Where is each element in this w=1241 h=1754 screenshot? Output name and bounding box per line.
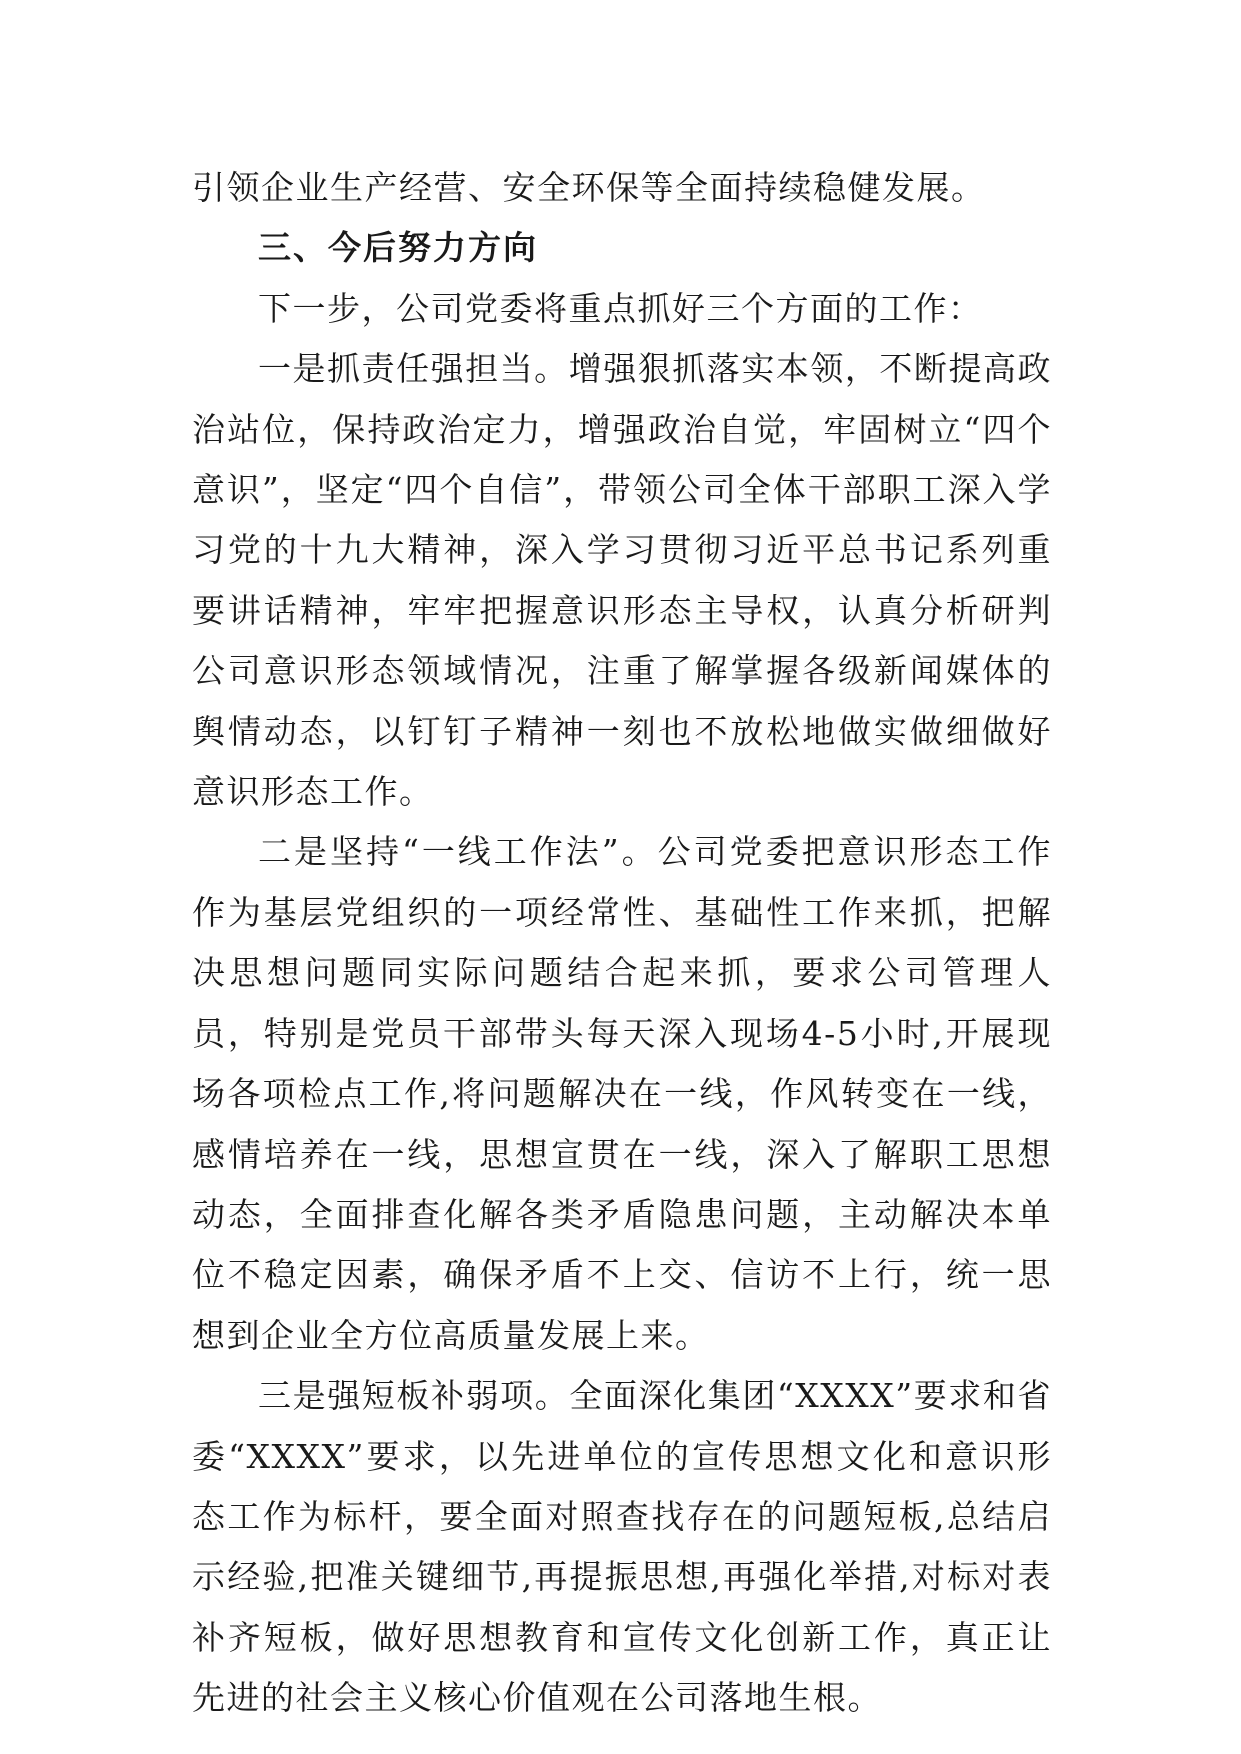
intro-paragraph: 下一步，公司党委将重点抓好三个方面的工作： <box>258 288 983 328</box>
continuation-paragraph: 引领企业生产经营、安全环保等全面持续稳健发展。 <box>192 168 986 207</box>
document-body <box>192 158 1052 1729</box>
paragraph-responsibility: 一是抓责任强担当。增强狠抓落实本领，不断提高政治站位，保持政治定力，增强政治自觉，牢固树立“四个意识”，坚定“四个自信”，带领公司全体干部职工深入学习党的十九大精神，深入学习贯彻习近平总书记系列重要讲话精神，牢牢把握意识形态主导权，认真分析研判公司意识形态领域情况，注重了解掌握各级新闻媒体的舆情动态，以钉钉子精神一刻也不放松地做实做细做好意识形态工作。 <box>192 349 1052 812</box>
paragraph-shortcomings: 三是强短板补弱项。全面深化集团“XXXX”要求和省委“XXXX”要求，以先进单位的宣传思想文化和意识形态工作为标杆，要全面对照查找存在的问题短板,总结启示经验,把准关键细节,再提振思想,再强化举措,对标对表补齐短板，做好思想教育和宣传文化创新工作，真正让先进的社会主义核心价值观在公司落地生根。 <box>192 1376 1052 1718</box>
section-heading: 三、今后努力方向 <box>258 228 538 268</box>
paragraph-frontline-method: 二是坚持“一线工作法”。公司党委把意识形态工作作为基层党组织的一项经常性、基础性工作来抓，把解决思想问题同实际问题结合起来抓，要求公司管理人员，特别是党员干部带头每天深入现场4-5小时,开展现场各项检点工作,将问题解决在一线，作风转变在一线，感情培养在一线，思想宣贯在一线，深入了解职工思想动态，全面排查化解各类矛盾隐患问题，主动解决本单位不稳定因素，确保矛盾不上交、信访不上行，统一思想到企业全方位高质量发展上来。 <box>192 832 1052 1355</box>
